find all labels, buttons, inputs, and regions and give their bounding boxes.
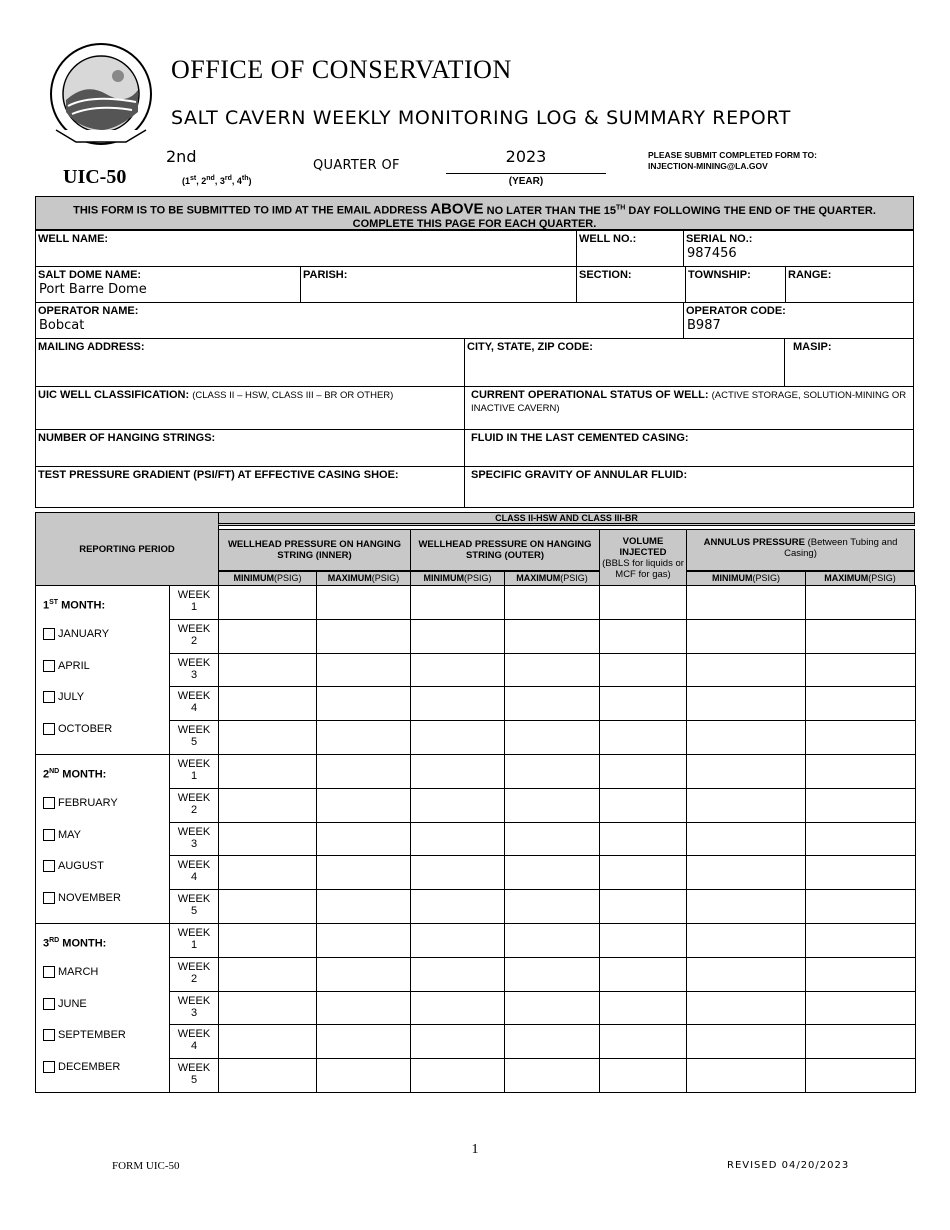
- banner-above: ABOVE: [430, 200, 484, 218]
- data-entry-cell[interactable]: [316, 585, 412, 620]
- data-entry-cell[interactable]: [410, 889, 506, 924]
- data-entry-cell[interactable]: [410, 754, 506, 789]
- specific-gravity-label: SPECIFIC GRAVITY OF ANNULAR FLUID:: [471, 469, 688, 481]
- operator-code-field[interactable]: [683, 302, 914, 339]
- data-entry-cell[interactable]: [686, 1024, 807, 1059]
- data-entry-cell[interactable]: [410, 619, 506, 654]
- operator-name-label: OPERATOR NAME:: [38, 305, 139, 317]
- month-option-label: MAY: [58, 828, 82, 841]
- uic-classification-field[interactable]: [35, 386, 465, 430]
- submit-line-1: PLEASE SUBMIT COMPLETED FORM TO:: [648, 150, 817, 160]
- well-name-value: [36, 245, 576, 247]
- data-entry-cell[interactable]: [599, 889, 688, 924]
- township-label: TOWNSHIP:: [688, 269, 751, 281]
- week-label: WEEK 1: [169, 923, 219, 958]
- data-entry-cell[interactable]: [504, 720, 601, 755]
- month-option-january[interactable]: [43, 628, 109, 640]
- data-entry-cell[interactable]: [410, 991, 506, 1026]
- data-entry-cell[interactable]: [316, 822, 412, 857]
- operational-status-label: CURRENT OPERATIONAL STATUS OF WELL: (ACTIVE STORAGE, SOLUTION-MINING OR INACTIVE CAVERN): [471, 389, 907, 414]
- serial-no-field[interactable]: [683, 230, 914, 267]
- city-state-zip-field[interactable]: [464, 338, 785, 387]
- data-entry-cell[interactable]: [504, 822, 601, 857]
- data-entry-cell[interactable]: [805, 754, 916, 789]
- data-entry-cell[interactable]: [410, 788, 506, 823]
- data-entry-cell[interactable]: [218, 923, 318, 958]
- data-entry-cell[interactable]: [599, 957, 688, 992]
- salt-dome-field[interactable]: [35, 266, 301, 303]
- louisiana-dnr-seal: [46, 42, 156, 152]
- data-entry-cell[interactable]: [316, 686, 412, 721]
- data-entry-cell[interactable]: [805, 1024, 916, 1059]
- month-option-label: AUGUST: [58, 860, 104, 873]
- section-field[interactable]: [576, 266, 686, 303]
- data-entry-cell[interactable]: [686, 1058, 807, 1093]
- serial-no-value: 987456: [687, 246, 737, 261]
- data-entry-cell[interactable]: [410, 653, 506, 688]
- month-option-may[interactable]: [43, 829, 81, 841]
- data-entry-cell[interactable]: [218, 585, 318, 620]
- submission-banner: [35, 196, 914, 230]
- annulus-note: (Between Tubing and Casing): [784, 537, 898, 559]
- data-entry-cell[interactable]: [686, 855, 807, 890]
- masip-label: MASIP:: [793, 341, 832, 353]
- week-label: WEEK 4: [169, 855, 219, 890]
- data-entry-cell[interactable]: [316, 991, 412, 1026]
- data-entry-cell[interactable]: [686, 653, 807, 688]
- month-option-october[interactable]: [43, 723, 112, 735]
- footer-revised: REVISED 04/20/2023: [727, 1160, 850, 1171]
- month-label: 1ST MONTH:: [43, 599, 106, 612]
- banner-text-1: THIS FORM IS TO BE SUBMITTED TO IMD AT THE EMAIL ADDRESS: [73, 204, 428, 217]
- data-entry-cell[interactable]: [410, 1058, 506, 1093]
- data-entry-cell[interactable]: [599, 754, 688, 789]
- week-label: WEEK 5: [169, 720, 219, 755]
- test-pressure-field[interactable]: [35, 466, 465, 508]
- month-option-label: DECEMBER: [58, 1061, 121, 1074]
- col-header-min: MINIMUM (PSIG): [410, 571, 505, 586]
- well-name-field[interactable]: [35, 230, 577, 267]
- data-entry-cell[interactable]: [218, 653, 318, 688]
- data-entry-cell[interactable]: [218, 855, 318, 890]
- week-label: WEEK 2: [169, 788, 219, 823]
- data-entry-cell[interactable]: [805, 653, 916, 688]
- data-entry-cell[interactable]: [316, 720, 412, 755]
- data-entry-cell[interactable]: [218, 991, 318, 1026]
- data-entry-cell[interactable]: [599, 822, 688, 857]
- annulus-label: ANNULUS PRESSURE: [703, 537, 805, 548]
- parish-field[interactable]: [300, 266, 577, 303]
- data-entry-cell[interactable]: [410, 1024, 506, 1059]
- data-entry-cell[interactable]: [316, 855, 412, 890]
- data-entry-cell[interactable]: [686, 923, 807, 958]
- month-option-label: APRIL: [58, 659, 90, 672]
- data-entry-cell[interactable]: [218, 822, 318, 857]
- col-header-min: MINIMUM (PSIG): [686, 571, 806, 586]
- data-entry-cell[interactable]: [686, 957, 807, 992]
- data-entry-cell[interactable]: [316, 1058, 412, 1093]
- col-header-max: MAXIMUM (PSIG): [316, 571, 411, 586]
- data-entry-cell[interactable]: [316, 788, 412, 823]
- data-entry-cell[interactable]: [316, 889, 412, 924]
- data-entry-cell[interactable]: [504, 653, 601, 688]
- month-option-label: JUNE: [58, 997, 87, 1010]
- parish-value: [301, 281, 576, 283]
- week-label: WEEK 3: [169, 991, 219, 1026]
- range-field[interactable]: [785, 266, 914, 303]
- outer-pressure-header: WELLHEAD PRESSURE ON HANGING STRING (OUTER): [410, 529, 600, 571]
- month-option-label: JULY: [58, 691, 85, 704]
- week-label: WEEK 2: [169, 957, 219, 992]
- month-option-august[interactable]: [43, 860, 104, 872]
- data-entry-cell[interactable]: [599, 1024, 688, 1059]
- month-option-april[interactable]: [43, 660, 90, 672]
- data-entry-cell[interactable]: [805, 855, 916, 890]
- data-entry-cell[interactable]: [504, 686, 601, 721]
- checkbox-icon[interactable]: [43, 691, 55, 703]
- salt-dome-value: Port Barre Dome: [39, 282, 147, 297]
- data-entry-cell[interactable]: [686, 585, 807, 620]
- week-label: WEEK 4: [169, 1024, 219, 1059]
- range-label: RANGE:: [788, 269, 832, 281]
- week-label: WEEK 3: [169, 653, 219, 688]
- data-entry-cell[interactable]: [805, 788, 916, 823]
- data-entry-cell[interactable]: [686, 619, 807, 654]
- mailing-address-label: MAILING ADDRESS:: [38, 341, 145, 353]
- data-entry-cell[interactable]: [686, 822, 807, 857]
- week-label: WEEK 1: [169, 754, 219, 789]
- operational-status-field[interactable]: [464, 386, 914, 430]
- data-entry-cell[interactable]: [316, 957, 412, 992]
- data-entry-cell[interactable]: [805, 619, 916, 654]
- data-entry-cell[interactable]: [218, 619, 318, 654]
- data-entry-cell[interactable]: [805, 957, 916, 992]
- week-label: WEEK 2: [169, 619, 219, 654]
- col-header-min: MINIMUM (PSIG): [218, 571, 317, 586]
- inner-pressure-header: WELLHEAD PRESSURE ON HANGING STRING (INNER): [218, 529, 411, 571]
- salt-dome-label: SALT DOME NAME:: [38, 269, 142, 281]
- month-option-label: SEPTEMBER: [58, 1029, 126, 1042]
- data-entry-cell[interactable]: [686, 686, 807, 721]
- data-entry-cell[interactable]: [805, 889, 916, 924]
- checkbox-icon[interactable]: [43, 1029, 55, 1041]
- data-entry-cell[interactable]: [805, 720, 916, 755]
- data-entry-cell[interactable]: [218, 1058, 318, 1093]
- well-no-label: WELL NO.:: [579, 233, 637, 245]
- data-entry-cell[interactable]: [599, 585, 688, 620]
- month-option-label: OCTOBER: [58, 723, 113, 736]
- data-entry-cell[interactable]: [686, 720, 807, 755]
- quarter-of-label: QUARTER OF: [313, 158, 400, 173]
- month-option-label: JANUARY: [58, 628, 110, 640]
- data-entry-cell[interactable]: [316, 754, 412, 789]
- week-label: WEEK 1: [169, 585, 219, 620]
- data-entry-cell[interactable]: [504, 957, 601, 992]
- data-entry-cell[interactable]: [504, 991, 601, 1026]
- hanging-strings-label: NUMBER OF HANGING STRINGS:: [38, 432, 216, 444]
- data-entry-cell[interactable]: [410, 585, 506, 620]
- annulus-pressure-header: [686, 529, 915, 571]
- city-state-zip-label: CITY, STATE, ZIP CODE:: [467, 341, 593, 353]
- month-option-december[interactable]: [43, 1061, 120, 1073]
- year-underline: [446, 173, 606, 174]
- operator-code-value: B987: [687, 318, 721, 333]
- data-entry-cell[interactable]: [599, 686, 688, 721]
- operator-name-field[interactable]: [35, 302, 684, 339]
- quarter-hint: (1st, 2nd, 3rd, 4th): [182, 175, 252, 186]
- quarter-field[interactable]: 2nd: [166, 147, 197, 166]
- checkbox-icon[interactable]: [43, 1061, 55, 1073]
- data-entry-cell[interactable]: [410, 957, 506, 992]
- data-entry-cell[interactable]: [410, 720, 506, 755]
- col-header-max: MAXIMUM (PSIG): [805, 571, 915, 586]
- month-option-label: FEBRUARY: [58, 797, 118, 809]
- report-title: SALT CAVERN WEEKLY MONITORING LOG & SUMMARY REPORT: [171, 107, 791, 129]
- data-entry-cell[interactable]: [599, 619, 688, 654]
- data-entry-cell[interactable]: [686, 754, 807, 789]
- masip-field[interactable]: [784, 338, 914, 387]
- data-entry-cell[interactable]: [805, 991, 916, 1026]
- checkbox-icon[interactable]: [43, 998, 55, 1010]
- data-entry-cell[interactable]: [504, 889, 601, 924]
- banner-text-3: COMPLETE THIS PAGE FOR EACH QUARTER.: [352, 217, 597, 230]
- year-label: (YEAR): [508, 176, 544, 187]
- data-entry-cell[interactable]: [218, 754, 318, 789]
- data-entry-cell[interactable]: [686, 788, 807, 823]
- month-option-june[interactable]: [43, 998, 87, 1010]
- month-option-march[interactable]: [43, 966, 98, 978]
- checkbox-icon[interactable]: [43, 628, 55, 640]
- fluid-casing-label: FLUID IN THE LAST CEMENTED CASING:: [471, 432, 689, 444]
- test-pressure-label: TEST PRESSURE GRADIENT (PSI/FT) AT EFFECTIVE CASING SHOE:: [38, 469, 399, 481]
- data-entry-cell[interactable]: [218, 686, 318, 721]
- data-entry-cell[interactable]: [504, 855, 601, 890]
- data-entry-cell[interactable]: [504, 1024, 601, 1059]
- township-field[interactable]: [685, 266, 786, 303]
- volume-note: (BBLS for liquids or MCF for gas): [602, 557, 684, 580]
- data-entry-cell[interactable]: [599, 788, 688, 823]
- data-entry-cell[interactable]: [316, 619, 412, 654]
- uic-classification-label: UIC WELL CLASSIFICATION: (CLASS II – HSW, CLASS III – BR OR OTHER): [38, 389, 394, 401]
- data-entry-cell[interactable]: [218, 957, 318, 992]
- section-label: SECTION:: [579, 269, 632, 281]
- data-entry-cell[interactable]: [504, 1058, 601, 1093]
- checkbox-icon[interactable]: [43, 829, 55, 841]
- col-header-max: MAXIMUM (PSIG): [504, 571, 600, 586]
- operator-name-value: Bobcat: [39, 318, 85, 333]
- data-entry-cell[interactable]: [504, 923, 601, 958]
- data-entry-cell[interactable]: [504, 585, 601, 620]
- month-option-july[interactable]: [43, 691, 84, 703]
- data-entry-cell[interactable]: [410, 855, 506, 890]
- data-entry-cell[interactable]: [504, 754, 601, 789]
- volume-label: VOLUME INJECTED: [619, 535, 667, 558]
- data-entry-cell[interactable]: [218, 720, 318, 755]
- submit-email: INJECTION-MINING@LA.GOV: [648, 161, 768, 171]
- serial-no-label: SERIAL NO.:: [686, 233, 753, 245]
- week-label: WEEK 4: [169, 686, 219, 721]
- checkbox-icon[interactable]: [43, 966, 55, 978]
- data-entry-cell[interactable]: [599, 653, 688, 688]
- data-entry-cell[interactable]: [218, 788, 318, 823]
- reporting-period-header: REPORTING PERIOD: [35, 512, 219, 586]
- data-entry-cell[interactable]: [805, 822, 916, 857]
- office-title: OFFICE OF CONSERVATION: [171, 55, 512, 84]
- data-entry-cell[interactable]: [316, 1024, 412, 1059]
- data-entry-cell[interactable]: [599, 1058, 688, 1093]
- data-entry-cell[interactable]: [599, 923, 688, 958]
- year-field[interactable]: 2023: [505, 147, 547, 166]
- data-entry-cell[interactable]: [316, 923, 412, 958]
- data-entry-cell[interactable]: [504, 788, 601, 823]
- week-label: WEEK 5: [169, 1058, 219, 1093]
- week-label: WEEK 5: [169, 889, 219, 924]
- month-label: 2ND MONTH:: [43, 768, 107, 781]
- well-no-field[interactable]: [576, 230, 684, 267]
- data-entry-cell[interactable]: [805, 923, 916, 958]
- volume-injected-header: [599, 529, 687, 586]
- data-entry-cell[interactable]: [599, 720, 688, 755]
- hanging-strings-field[interactable]: [35, 429, 465, 467]
- month-option-label: MARCH: [58, 966, 99, 978]
- parish-label: PARISH:: [303, 269, 348, 281]
- well-name-label: WELL NAME:: [38, 233, 109, 245]
- data-entry-cell[interactable]: [218, 1024, 318, 1059]
- data-entry-cell[interactable]: [218, 889, 318, 924]
- week-label: WEEK 3: [169, 822, 219, 857]
- month-option-september[interactable]: [43, 1029, 126, 1041]
- checkbox-icon[interactable]: [43, 723, 55, 735]
- banner-text-2: NO LATER THAN THE 15TH DAY FOLLOWING THE END OF THE QUARTER.: [486, 204, 876, 217]
- class-header: CLASS II-HSW AND CLASS III-BR: [218, 512, 915, 526]
- operator-code-label: OPERATOR CODE:: [686, 305, 786, 317]
- checkbox-icon[interactable]: [43, 797, 55, 809]
- month-option-february[interactable]: [43, 797, 118, 809]
- mailing-address-field[interactable]: [35, 338, 465, 387]
- fluid-casing-field[interactable]: [464, 429, 914, 467]
- specific-gravity-field[interactable]: [464, 466, 914, 508]
- data-entry-cell[interactable]: [599, 991, 688, 1026]
- well-no-value: [577, 245, 683, 247]
- submit-instructions: [648, 150, 817, 172]
- data-entry-cell[interactable]: [805, 686, 916, 721]
- month-option-november[interactable]: [43, 892, 121, 904]
- data-entry-cell[interactable]: [599, 855, 688, 890]
- data-entry-cell[interactable]: [410, 822, 506, 857]
- data-entry-cell[interactable]: [504, 619, 601, 654]
- month-option-label: NOVEMBER: [58, 892, 121, 905]
- month-label: 3RD MONTH:: [43, 937, 107, 950]
- data-entry-cell[interactable]: [686, 991, 807, 1026]
- form-id: UIC-50: [63, 166, 127, 188]
- checkbox-icon[interactable]: [43, 892, 55, 904]
- page-number: 1: [471, 1142, 479, 1157]
- checkbox-icon[interactable]: [43, 660, 55, 672]
- footer-form: FORM UIC-50: [112, 1160, 180, 1172]
- data-entry-cell[interactable]: [805, 585, 916, 620]
- data-entry-cell[interactable]: [410, 923, 506, 958]
- data-entry-cell[interactable]: [805, 1058, 916, 1093]
- checkbox-icon[interactable]: [43, 860, 55, 872]
- data-entry-cell[interactable]: [686, 889, 807, 924]
- data-entry-cell[interactable]: [410, 686, 506, 721]
- data-entry-cell[interactable]: [316, 653, 412, 688]
